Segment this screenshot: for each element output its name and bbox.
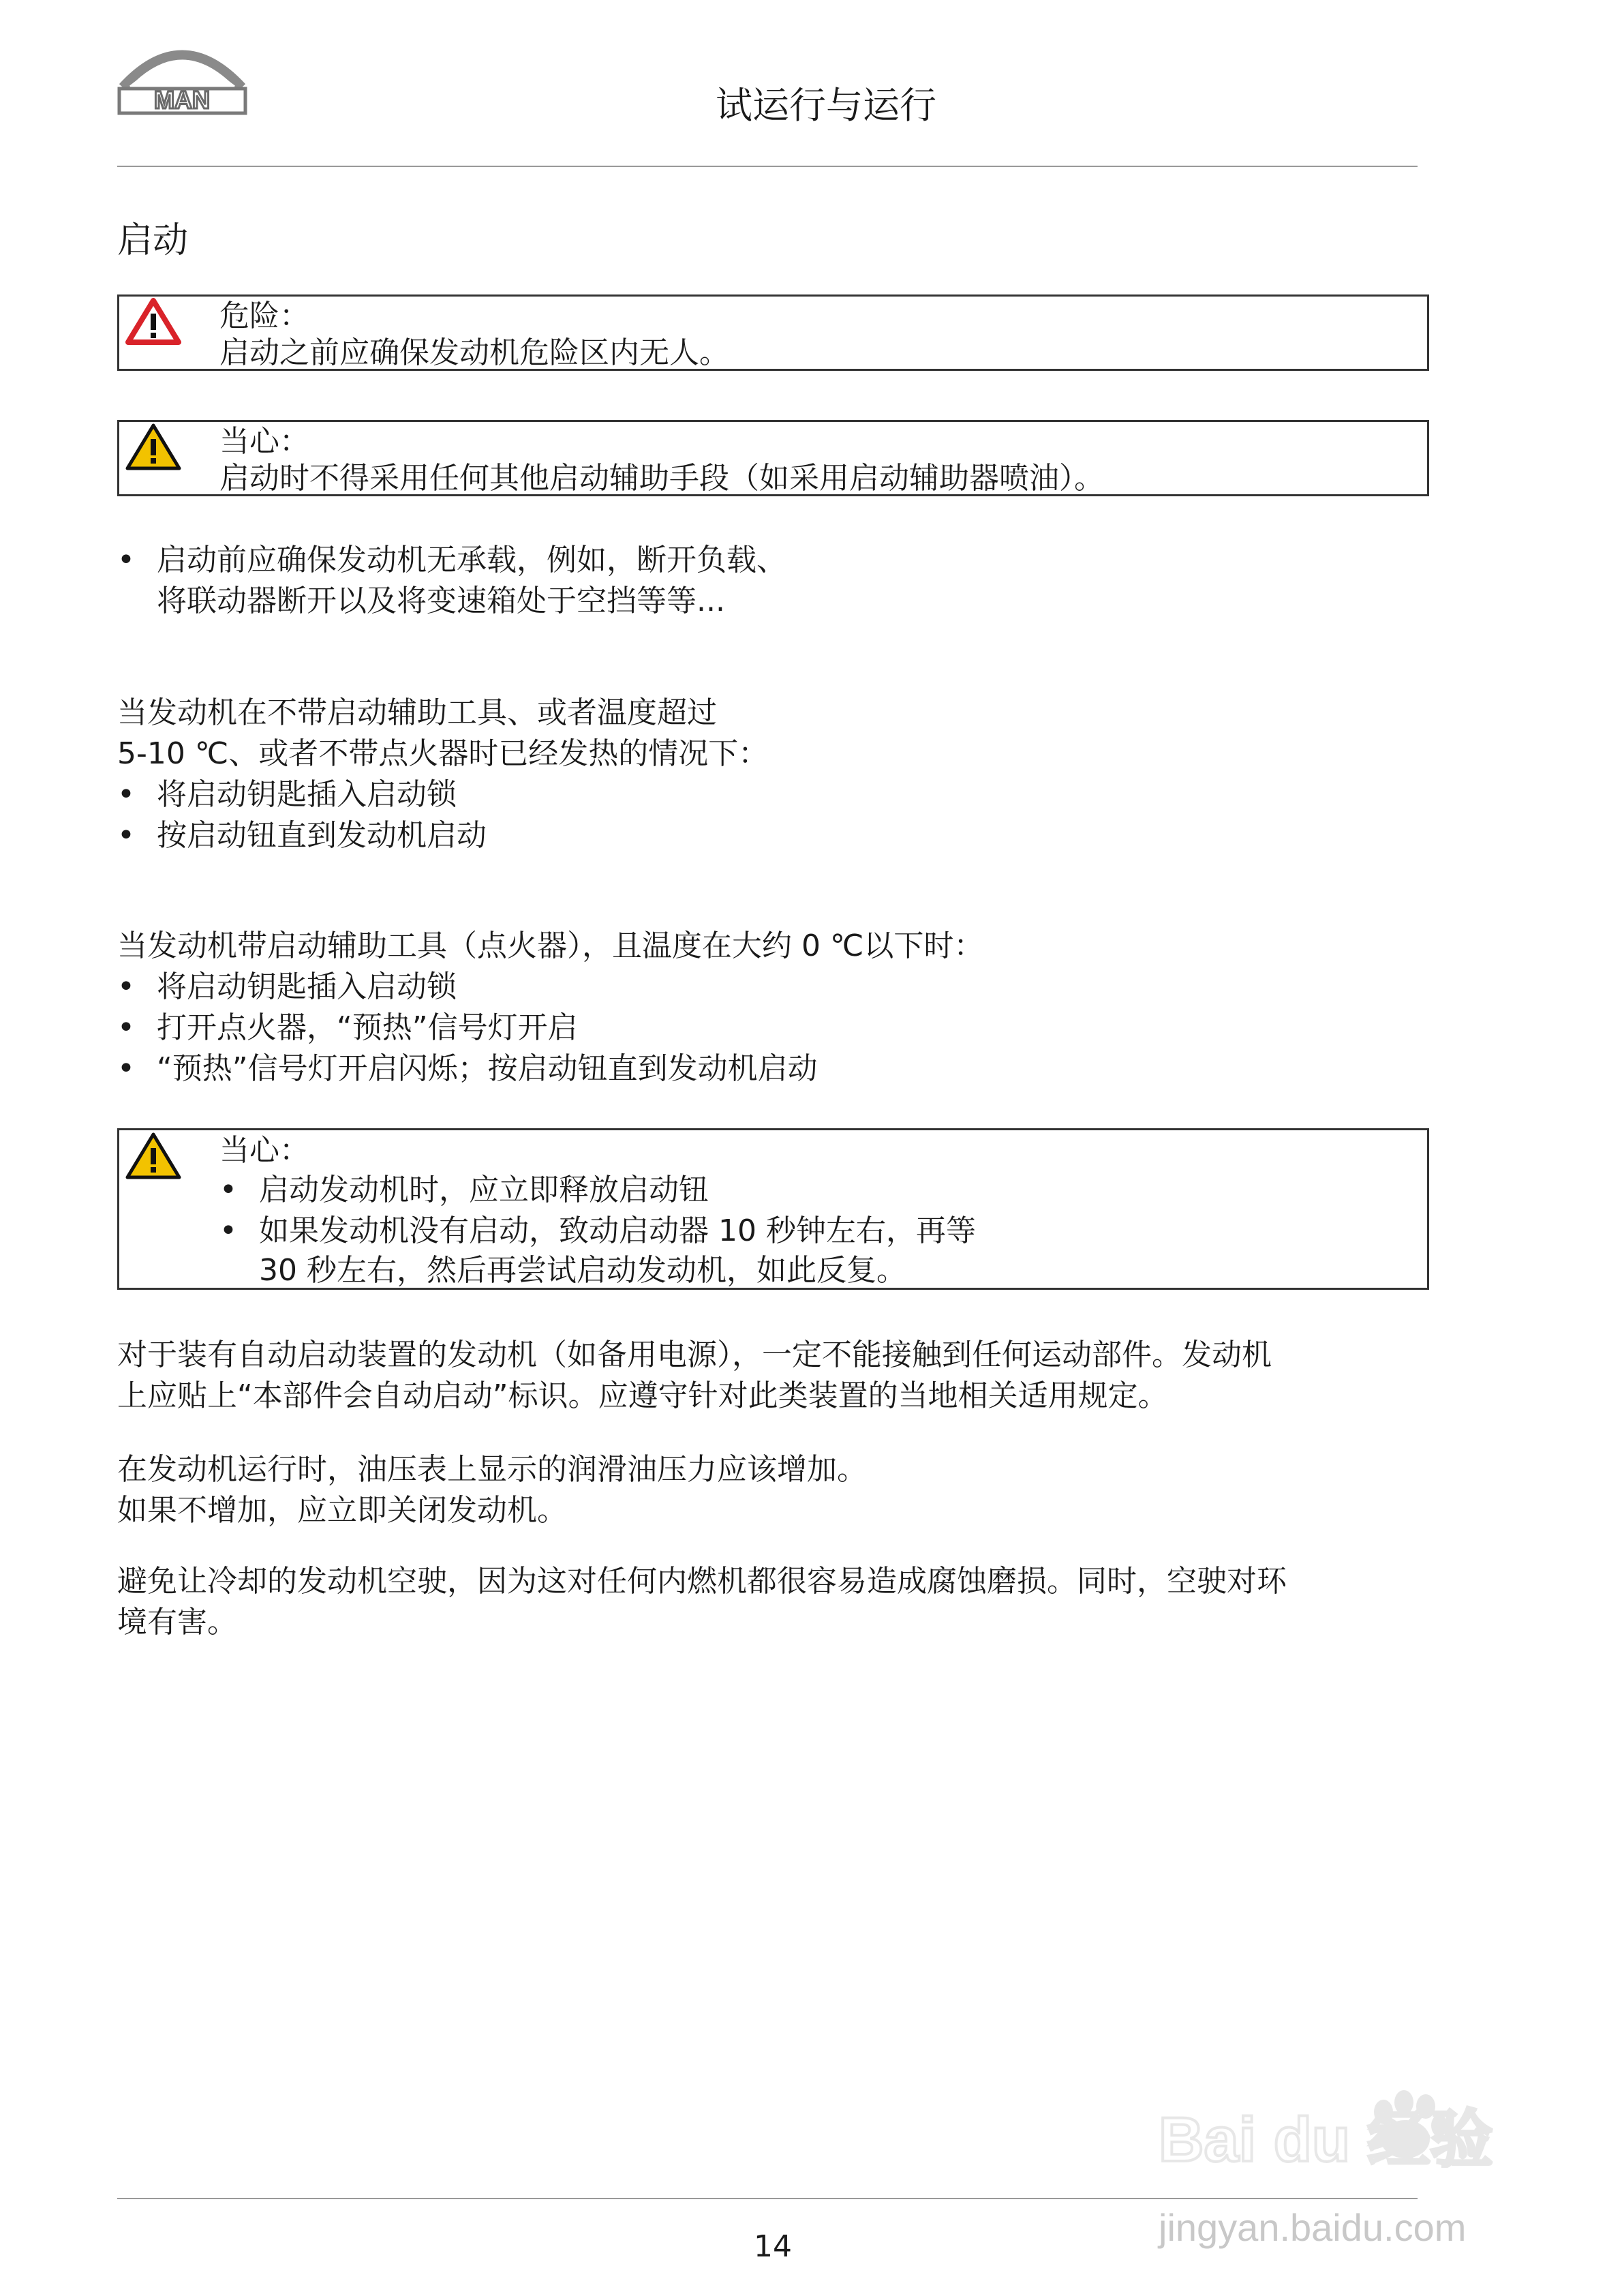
baidu-watermark-logo <box>1159 2086 1540 2168</box>
header-divider <box>117 166 1418 167</box>
watermark-url: jingyan.baidu.com <box>1159 2206 1467 2249</box>
bullet-icon: • <box>117 969 135 1004</box>
cold-start-item: 打开点火器，“预热”信号灯开启 <box>157 1010 578 1045</box>
danger-triangle-icon <box>125 297 181 345</box>
caution-triangle-icon <box>125 423 181 470</box>
paragraph-line: 对于装有自动启动装置的发动机（如备用电源），一定不能接触到任何运动部件。发动机 <box>117 1338 1272 1372</box>
danger-label: 危险： <box>219 299 309 333</box>
caution-label: 当心： <box>219 1133 309 1168</box>
bullet-icon: • <box>117 1051 135 1086</box>
warm-start-intro-2: 5-10 ℃、或者不带点火器时已经发热的情况下： <box>117 736 769 771</box>
warm-start-item: 将启动钥匙插入启动锁 <box>157 777 457 812</box>
cold-start-item: 将启动钥匙插入启动锁 <box>157 969 457 1004</box>
before-start-line-1: 启动前应确保发动机无承载，例如，断开负载、 <box>157 543 786 577</box>
caution-item: 启动发动机时，应立即释放启动钮 <box>259 1173 709 1207</box>
svg-text:MAN: MAN <box>154 86 210 114</box>
bullet-icon: • <box>117 777 135 812</box>
header-title: 试运行与运行 <box>716 84 936 127</box>
warm-start-item: 按启动钮直到发动机启动 <box>157 818 487 853</box>
bullet-icon: • <box>117 1010 135 1045</box>
cold-start-item: “预热”信号灯开启闪烁；按启动钮直到发动机启动 <box>157 1051 818 1086</box>
paragraph-line: 避免让冷却的发动机空驶，因为这对任何内燃机都很容易造成腐蚀磨损。同时，空驶对环 <box>117 1564 1287 1599</box>
caution-triangle-icon <box>125 1132 181 1179</box>
bullet-icon: • <box>219 1173 237 1207</box>
footer-divider <box>117 2198 1418 2199</box>
cold-start-intro: 当发动机带启动辅助工具（点火器），且温度在大约 0 ℃以下时： <box>117 928 984 963</box>
bullet-icon: • <box>117 818 135 853</box>
bullet-icon: • <box>219 1213 237 1248</box>
man-logo <box>116 40 249 118</box>
caution-item-continuation: 30 秒左右，然后再尝试启动发动机，如此反复。 <box>259 1253 906 1288</box>
before-start-line-2: 将联动器断开以及将变速箱处于空挡等等... <box>157 584 725 618</box>
paragraph-line: 如果不增加，应立即关闭发动机。 <box>117 1493 567 1528</box>
danger-text: 启动之前应确保发动机危险区内无人。 <box>219 335 729 370</box>
paragraph-line: 上应贴上“本部件会自动启动”标识。应遵守针对此类装置的当地相关适用规定。 <box>117 1378 1168 1413</box>
svg-text:Bai du 经验: Bai du 经验 <box>1159 2105 1493 2168</box>
section-title: 启动 <box>117 220 189 261</box>
paragraph-line: 境有害。 <box>117 1605 237 1640</box>
caution-text: 启动时不得采用任何其他启动辅助手段（如采用启动辅助器喷油）。 <box>219 461 1104 496</box>
page-number: 14 <box>754 2229 792 2264</box>
bullet-icon: • <box>117 543 135 577</box>
caution-item: 如果发动机没有启动，致动启动器 10 秒钟左右，再等 <box>259 1213 976 1248</box>
paragraph-line: 在发动机运行时，油压表上显示的润滑油压力应该增加。 <box>117 1452 867 1487</box>
warm-start-intro-1: 当发动机在不带启动辅助工具、或者温度超过 <box>117 695 717 730</box>
caution-label: 当心： <box>219 424 309 459</box>
